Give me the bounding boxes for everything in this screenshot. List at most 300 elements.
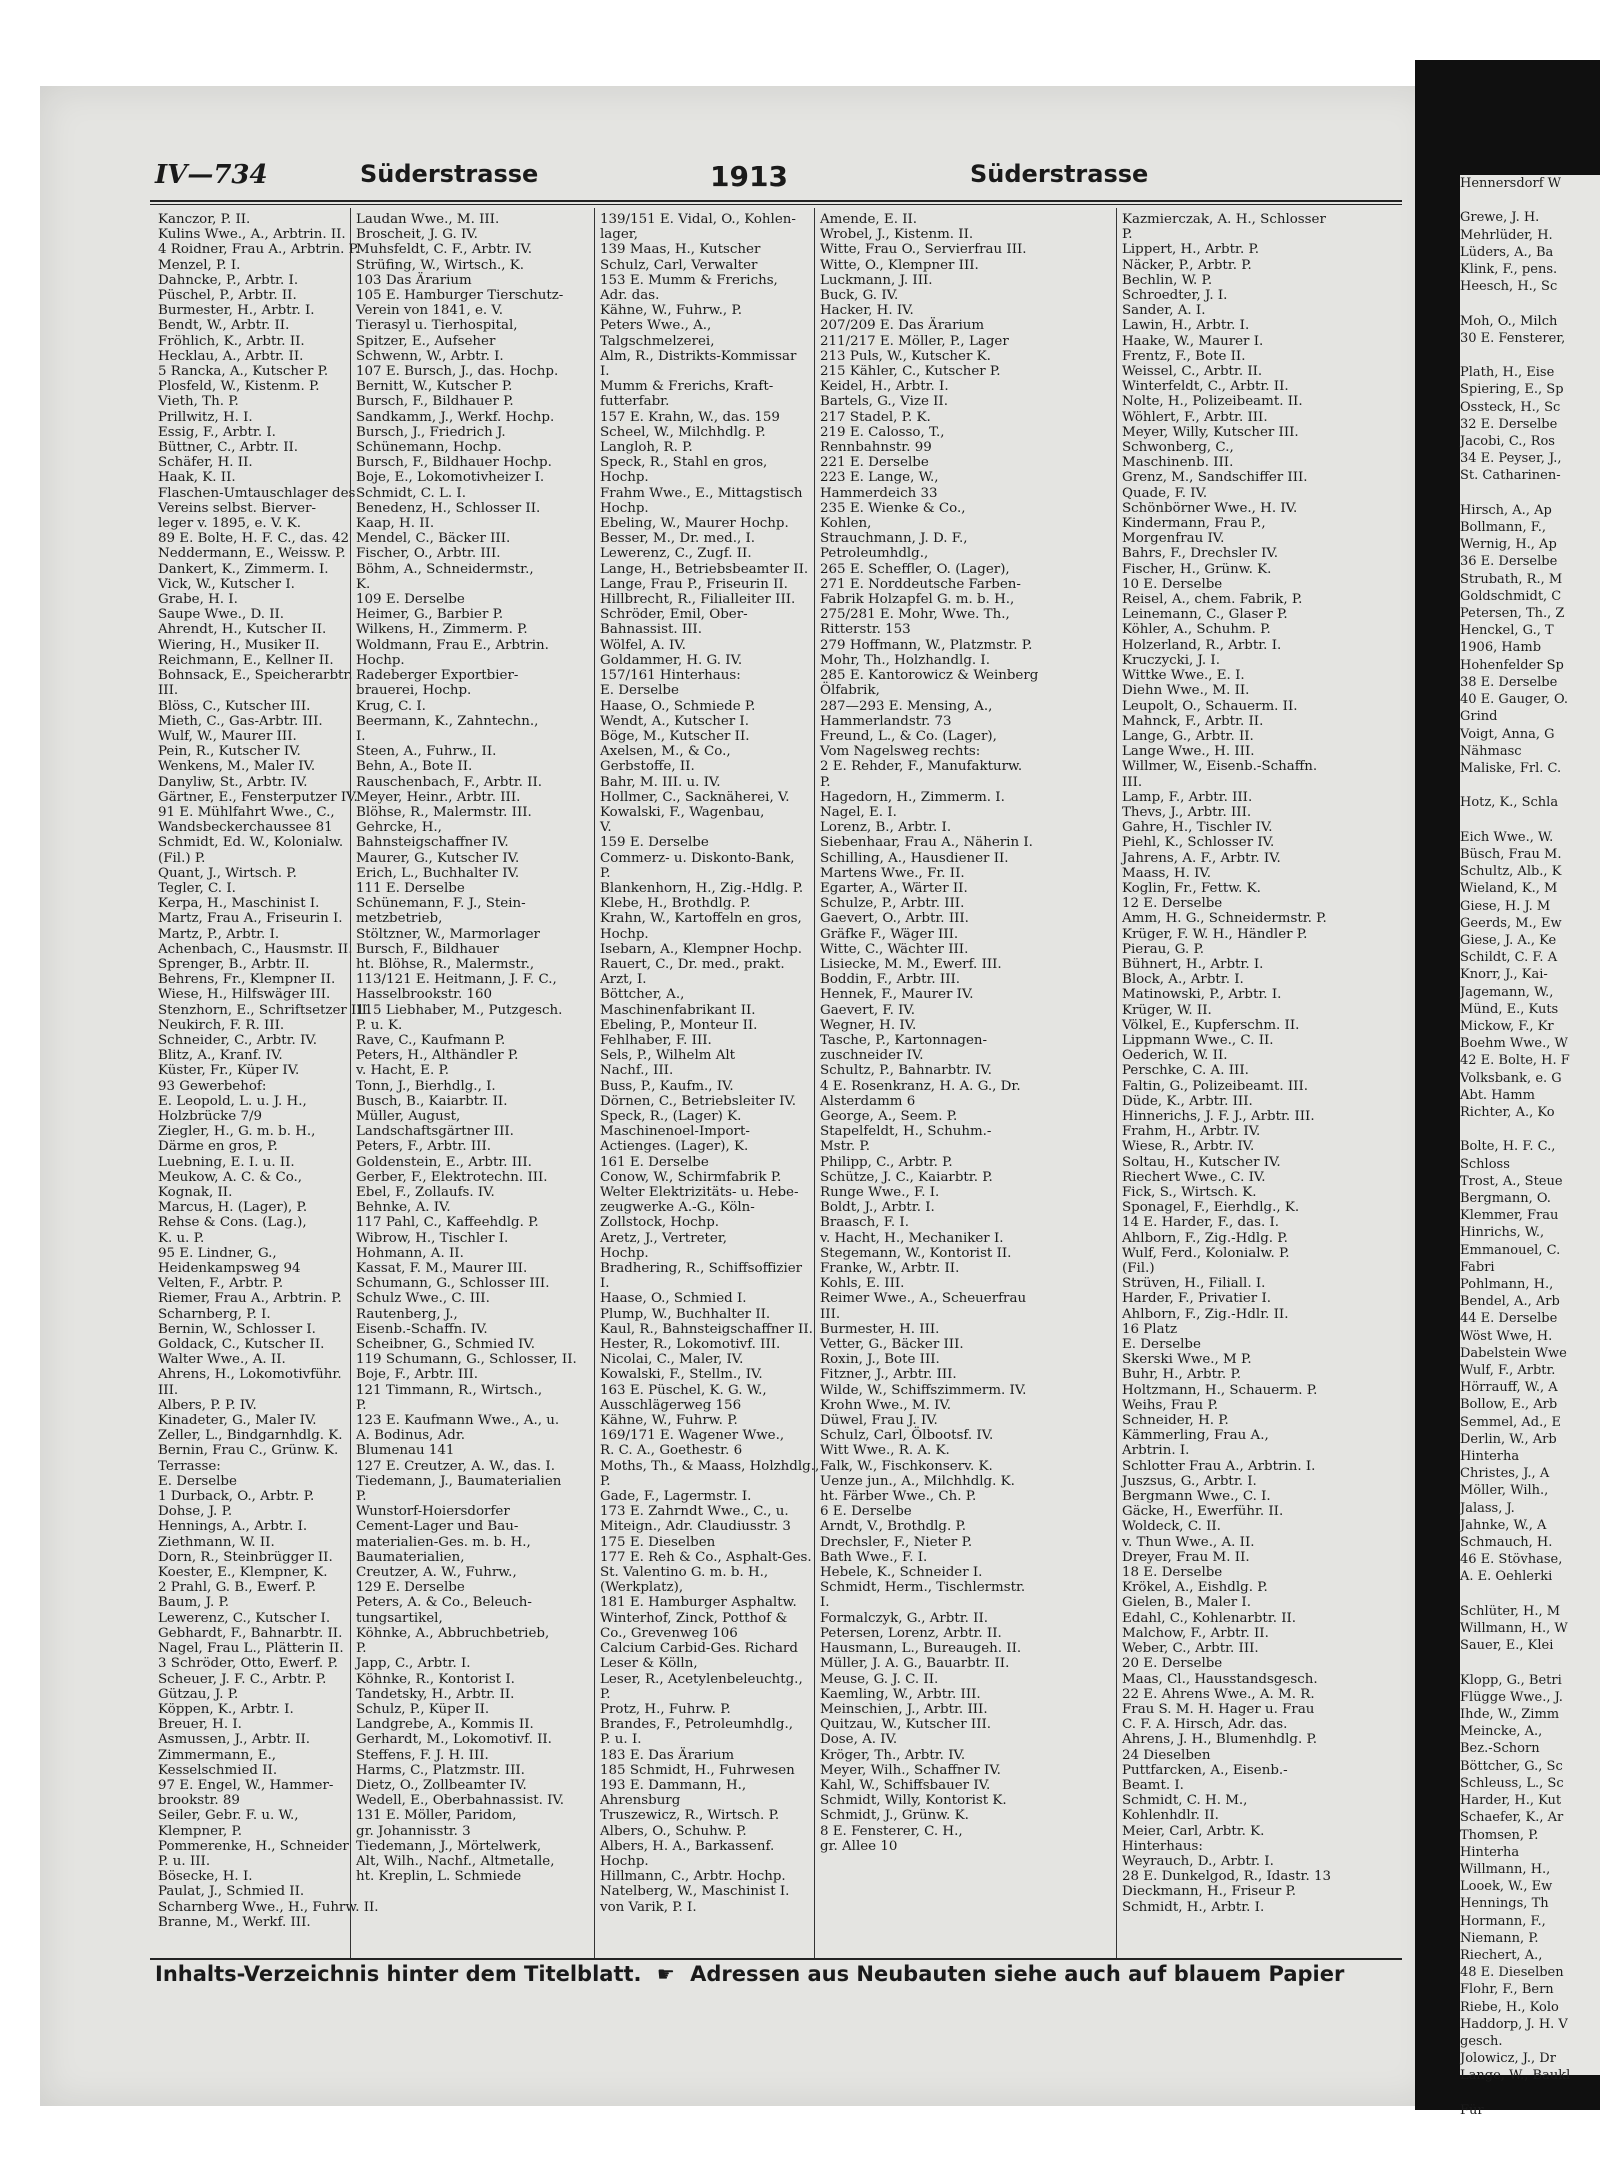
directory-entry: Saupe Wwe., D. II. (158, 607, 285, 623)
directory-entry: E. Derselbe (158, 1473, 237, 1489)
directory-entry: Lisiecke, M. M., Ewerf. III. (820, 956, 1002, 972)
adjacent-page-entry: Lange, W., Baukl (1460, 2068, 1571, 2084)
directory-entry: Vick, W., Kutscher I. (158, 576, 295, 592)
directory-entry: Ritterstr. 153 (820, 622, 911, 638)
directory-entry: Schilling, A., Hausdiener II. (820, 850, 1009, 866)
directory-entry: Sprenger, B., Arbtr. II. (158, 956, 310, 972)
directory-entry: v. Hacht, H., Mechaniker I. (820, 1230, 1004, 1246)
directory-entry: P. (356, 1489, 367, 1505)
directory-entry: Boldt, J., Arbtr. I. (820, 1200, 935, 1216)
adjacent-page-entry: Hörrauff, W., A (1460, 1380, 1558, 1396)
directory-entry: Roxin, J., Bote III. (820, 1352, 940, 1368)
directory-entry: Skerski Wwe., M P. (1122, 1352, 1252, 1368)
directory-entry: Lewerenz, C., Kutscher I. (158, 1610, 331, 1626)
directory-entry: Boddin, F., Arbtr. III. (820, 972, 961, 988)
directory-entry: Winterhof, Zinck, Potthof & (600, 1610, 788, 1626)
directory-entry: v. Thun Wwe., A. II. (1122, 1534, 1255, 1550)
directory-entry: Gerbstoffe, II. (600, 759, 695, 775)
directory-entry: Buss, P., Kaufm., IV. (600, 1078, 734, 1094)
directory-entry: Schäfer, H. II. (158, 455, 253, 471)
directory-entry: Velten, F., Arbtr. P. (158, 1276, 284, 1292)
adjacent-page-entry: Semmel, Ad., E (1460, 1414, 1561, 1430)
adjacent-page-entry (1460, 192, 1600, 209)
directory-entry: Mumm & Frerichs, Kraft- (600, 379, 774, 395)
directory-entry: Schulz, Carl, Ölbootsf. IV. (820, 1428, 994, 1444)
directory-entry: Philipp, C., Arbtr. P. (820, 1154, 953, 1170)
directory-entry: Baumaterialien, (356, 1549, 465, 1565)
directory-entry: Müller, August, (356, 1108, 461, 1124)
directory-entry: Malchow, F., Arbtr. II. (1122, 1625, 1269, 1641)
directory-entry: Schultz, P., Bahnarbtr. IV. (820, 1063, 992, 1079)
adjacent-page-entry: 36 E. Derselbe (1460, 554, 1558, 570)
directory-entry: Blöhse, R., Malermstr. III. (356, 804, 532, 820)
adjacent-page-entry: Maliske, Frl. C. (1460, 760, 1562, 776)
directory-entry: Gahre, H., Tischler IV. (1122, 820, 1273, 836)
adjacent-page-entry: Heesch, H., Sc (1460, 279, 1558, 295)
directory-entry: Schröder, Emil, Ober- (600, 607, 748, 623)
directory-entry: Plosfeld, W., Kistenm. P. (158, 379, 320, 395)
directory-entry: 109 E. Derselbe (356, 592, 465, 608)
directory-entry: leger v. 1895, e. V. K. (158, 516, 301, 532)
adjacent-page-entry: Harder, H., Kut (1460, 1793, 1562, 1809)
adjacent-page-entry: Schildt, C. F. A (1460, 950, 1558, 966)
directory-entry: Küster, Fr., Küper IV. (158, 1063, 300, 1079)
directory-entry: 28 E. Dunkelgod, R., Idastr. 13 (1122, 1869, 1332, 1885)
directory-entry: 207/209 E. Das Ärarium (820, 318, 985, 334)
directory-entry: Albers, H. A., Barkassenf. (600, 1838, 775, 1854)
adjacent-page-entry: Klemmer, Frau (1460, 1208, 1559, 1224)
directory-entry: Plump, W., Buchhalter II. (600, 1306, 771, 1322)
adjacent-page-entry: Büsch, Frau M. (1460, 846, 1562, 862)
directory-entry: Tierasyl u. Tierhospital, (356, 318, 518, 334)
directory-entry: 215 Kähler, C., Kutscher P. (820, 364, 1001, 380)
directory-entry: Quade, F. IV. (1122, 485, 1208, 501)
directory-entry: Asmussen, J., Arbtr. II. (158, 1732, 311, 1748)
directory-entry: Bahnsteigschaffner IV. (356, 835, 509, 851)
directory-entry: 127 E. Creutzer, A. W., das. I. (356, 1458, 555, 1474)
directory-entry: Eisenb.-Schaffn. IV. (356, 1321, 488, 1337)
adjacent-page-entry: Trost, A., Steue (1460, 1173, 1563, 1189)
directory-entry: Stegemann, W., Kontorist II. (820, 1245, 1012, 1261)
adjacent-page-entry: Nähmasc (1460, 743, 1522, 759)
directory-entry: A. Bodinus, Adr. (356, 1428, 466, 1444)
directory-entry: Runge Wwe., F. I. (820, 1185, 940, 1200)
directory-entry: Bendt, W., Arbtr. II. (158, 318, 290, 334)
adjacent-page-entry: Eich Wwe., W. (1460, 829, 1554, 845)
directory-entry: Alt, Wilh., Nachf., Altmetalle, (356, 1853, 555, 1869)
directory-entry: Kowalski, F., Wagenbau, (600, 804, 765, 820)
directory-entry: Kanczor, P. II. (158, 212, 251, 227)
directory-entry: Lange, G., Arbtr. II. (1122, 728, 1254, 744)
directory-entry: Gäcke, H., Ewerführ. II. (1122, 1504, 1284, 1520)
adjacent-page-entry: Abt. Hamm (1460, 1087, 1535, 1103)
adjacent-page-entry: Bez.-Schorn (1460, 1741, 1540, 1757)
directory-entry: Luckmann, J. III. (820, 272, 933, 288)
directory-entry: Dohse, J. P. (158, 1504, 233, 1520)
directory-entry: 3 Schröder, Otto, Ewerf. P. (158, 1656, 338, 1672)
directory-entry: Holzerland, R., Arbtr. I. (1122, 637, 1282, 653)
directory-entry: Keidel, H., Arbtr. I. (820, 379, 949, 395)
directory-entry: Kohlenhdlr. II. (1122, 1808, 1219, 1824)
directory-entry: Köhnke, R., Kontorist I. (356, 1671, 515, 1687)
directory-entry: Maas, Cl., Hausstandsgesch. (1122, 1671, 1318, 1687)
directory-entry: Braasch, F. I. (820, 1215, 909, 1231)
directory-entry: Siebenhaar, Frau A., Näherin I. (820, 835, 1033, 851)
directory-entry: P. (1122, 227, 1133, 243)
directory-entry: Sandkamm, J., Werkf. Hochp. (356, 409, 555, 425)
directory-entry: Rautenberg, J., (356, 1306, 458, 1322)
directory-entry: Isebarn, A., Klempner Hochp. (600, 941, 802, 957)
directory-entry: Bartels, G., Vize II. (820, 394, 948, 410)
directory-entry: Rehse & Cons. (Lag.), (158, 1215, 307, 1231)
directory-entry: Gräfke F., Wäger III. (820, 926, 959, 942)
directory-entry: Schmidt, Ed. W., Kolonialw. (158, 835, 344, 851)
directory-entry: Kulins Wwe., A., Arbtrin. II. (158, 227, 346, 243)
directory-entry: Reichmann, E., Kellner II. (158, 652, 334, 668)
directory-entry: Nicolai, C., Maler, IV. (600, 1352, 744, 1368)
directory-entry: Wölfel, A. IV. (600, 637, 686, 653)
directory-entry: Egarter, A., Wärter II. (820, 880, 968, 896)
directory-entry: Dose, A. IV. (820, 1732, 898, 1748)
directory-entry: Kaap, H. II. (356, 516, 435, 532)
directory-entry: Lange, Frau P., Friseurin II. (600, 576, 788, 592)
adjacent-page-entry: Grewe, J. H. (1460, 210, 1540, 226)
directory-entry: Puttfarcken, A., Eisenb.- (1122, 1762, 1288, 1778)
directory-entry: Maschinenfabrikant II. (600, 1002, 756, 1018)
directory-entry: Faltin, G., Polizeibeamt. III. (1122, 1078, 1308, 1094)
directory-entry: Brandes, F., Petroleumhdlg., (600, 1717, 793, 1733)
directory-entry: Rauert, C., Dr. med., prakt. (600, 956, 785, 972)
directory-entry: Zimmermann, E., (158, 1747, 277, 1763)
directory-entry: Hochp. (356, 652, 405, 668)
adjacent-page-entry: Jalass, J. (1460, 1500, 1515, 1516)
directory-entry: Kowalski, F., Stellm., IV. (600, 1367, 763, 1383)
directory-entry: Schwenn, W., Arbtr. I. (356, 348, 504, 364)
directory-entry: Fischer, O., Arbtr. III. (356, 546, 501, 562)
directory-entry: Schumann, G., Schlosser III. (356, 1276, 550, 1292)
directory-entry: Terrasse: (158, 1458, 221, 1474)
directory-entry: Edahl, C., Kohlenarbtr. II. (1122, 1610, 1297, 1626)
directory-entry: 103 Das Ärarium (356, 272, 472, 288)
directory-entry: ht. Färber Wwe., Ch. P. (820, 1489, 977, 1505)
directory-entry: Blöss, C., Kutscher III. (158, 698, 311, 714)
directory-entry: Tasche, P., Kartonnagen- (820, 1032, 988, 1048)
directory-entry: Schulz Wwe., C. III. (356, 1291, 490, 1307)
adjacent-page-entry: Bollow, E., Arb (1460, 1397, 1558, 1413)
directory-entry: Franke, W., Arbtr. II. (820, 1261, 960, 1277)
adjacent-page-entry: 32 E. Derselbe (1460, 416, 1558, 432)
directory-entry: Frahm, H., Arbtr. IV. (1122, 1124, 1261, 1140)
directory-entry: Petersen, Lorenz, Arbtr. II. (820, 1625, 1002, 1641)
directory-entry: Hochp. (600, 1245, 649, 1261)
adjacent-page-entry: Voigt, Anna, G (1460, 726, 1555, 742)
directory-entry: Woldeck, C. II. (1122, 1519, 1221, 1535)
adjacent-page-entry (1460, 2085, 1600, 2102)
directory-entry: 279 Hoffmann, W., Platzmstr. P. (820, 637, 1033, 653)
directory-entry: Haase, O., Schmiede P. (600, 698, 756, 714)
directory-entry: 14 E. Harder, F., das. I. (1122, 1215, 1280, 1231)
adjacent-page-entry: 46 E. Stövhase, (1460, 1552, 1563, 1568)
directory-entry: Gade, F., Lagermstr. I. (600, 1489, 752, 1505)
directory-entry: Schulz, P., Küper II. (356, 1701, 490, 1717)
directory-entry: Luebning, E. I. u. II. (158, 1154, 295, 1170)
directory-entry: Dorn, R., Steinbrügger II. (158, 1549, 333, 1565)
directory-entry: Harder, F., Privatier I. (1122, 1291, 1272, 1307)
column-divider (1116, 208, 1117, 1960)
directory-entry: Böttcher, A., (600, 987, 685, 1003)
directory-entry: Truszewicz, R., Wirtsch. P. (600, 1808, 780, 1824)
adjacent-page-entry: Klopp, G., Betri (1460, 1672, 1562, 1688)
directory-entry: Frentz, F., Bote II. (1122, 348, 1246, 364)
page-footer (155, 1962, 1405, 1986)
directory-entry: Steen, A., Fuhrw., II. (356, 744, 497, 760)
directory-entry: Welter Elektrizitäts- u. Hebe- (600, 1185, 799, 1200)
directory-entry: Martz, P., Arbtr. I. (158, 926, 280, 942)
directory-entry: Meuse, G. J. C. II. (820, 1671, 939, 1687)
adjacent-page-entry (1460, 812, 1600, 829)
directory-entry: Wunstorf-Hoiersdorfer (356, 1504, 510, 1520)
directory-entry: Schütze, J. C., Kaiarbtr. P. (820, 1169, 993, 1185)
directory-entry: 105 E. Hamburger Tierschutz- (356, 288, 564, 304)
directory-entry: Sander, A. I. (1122, 303, 1206, 319)
directory-entry: Ahlborn, F., Zig.-Hdlr. II. (1122, 1306, 1289, 1322)
directory-entry: Co., Grevenweg 106 (600, 1625, 738, 1641)
directory-entry: Völkel, E., Kupferschm. II. (1122, 1017, 1300, 1033)
directory-entry: E. Leopold, L. u. J. H., (158, 1093, 307, 1109)
directory-entry: Bahrs, F., Drechsler IV. (1122, 546, 1279, 562)
directory-entry: Hillmann, C., Arbtr. Hochp. (600, 1869, 786, 1885)
directory-entry: St. Valentino G. m. b. H., (600, 1565, 769, 1581)
directory-entry: Frahm Wwe., E., Mittagstisch (600, 485, 803, 501)
column-4 (820, 212, 1110, 1962)
directory-entry: 213 Puls, W., Kutscher K. (820, 348, 991, 364)
directory-entry: Freund, L., & Co. (Lager), (820, 728, 997, 744)
directory-entry: Radeberger Exportbier- (356, 668, 519, 684)
directory-entry: Juszsus, G., Arbtr. I. (1122, 1473, 1257, 1489)
directory-entry: Scharnberg Wwe., H., Fuhrw. II. (158, 1899, 379, 1915)
adjacent-page-entry: Bolte, H. F. C., (1460, 1139, 1556, 1155)
directory-entry: Branne, M., Werkf. III. (158, 1914, 311, 1930)
adjacent-page-entry: Hohenfelder Sp (1460, 657, 1564, 673)
directory-entry: Lamp, F., Arbtr. III. (1122, 789, 1253, 805)
adjacent-page-entry: Jolowicz, J., Dr (1460, 2051, 1556, 2067)
directory-entry: 119 Schumann, G., Schlosser, II. (356, 1352, 577, 1368)
directory-entry: Natelberg, W., Maschinist I. (600, 1884, 790, 1900)
directory-entry: 185 Schmidt, H., Fuhrwesen (600, 1762, 795, 1778)
directory-entry: materialien-Ges. m. b. H., (356, 1534, 531, 1550)
directory-entry: Pierau, G. P. (1122, 941, 1205, 957)
directory-entry: P. (600, 1473, 611, 1489)
directory-entry: Beamt. I. (1122, 1777, 1184, 1793)
directory-entry: Tonn, J., Bierhdlg., I. (356, 1078, 496, 1094)
directory-entry: Bradhering, R., Schiffsoffizier (600, 1261, 803, 1277)
directory-entry: Oederich, W. II. (1122, 1048, 1228, 1064)
directory-entry: Schwonberg, C., (1122, 440, 1234, 456)
directory-entry: Hammerdeich 33 (820, 485, 938, 501)
directory-entry: Lorenz, B., Arbtr. I. (820, 820, 952, 836)
directory-entry: Hester, R., Lokomotivf. III. (600, 1337, 781, 1353)
adjacent-page-entry (1460, 777, 1600, 794)
adjacent-page-entry: Petersen, Th., Z (1460, 606, 1565, 622)
directory-entry: Mendel, C., Bäcker III. (356, 531, 511, 547)
adjacent-page (1460, 175, 1600, 2118)
directory-entry: Nagel, E. I. (820, 804, 897, 820)
directory-entry: brauerei, Hochp. (356, 683, 472, 699)
directory-entry: Behrens, Fr., Klempner II. (158, 972, 336, 988)
street-name-left: Süderstrasse (360, 160, 539, 188)
directory-entry: Kesselschmied II. (158, 1762, 278, 1778)
directory-entry: 107 E. Bursch, J., das. Hochp. (356, 364, 559, 380)
directory-entry: I. (600, 1276, 610, 1292)
directory-entry: I. (356, 728, 366, 744)
directory-entry: Schünemann, Hochp. (356, 440, 502, 456)
adjacent-page-entry: Riebe, H., Kolo (1460, 1999, 1559, 2015)
directory-entry: Maschinenb. III. (1122, 455, 1234, 471)
directory-entry: Peters, H., Althändler P. (356, 1048, 519, 1064)
directory-entry: Mstr. P. (820, 1139, 870, 1155)
directory-entry: 285 E. Kantorowicz & Weinberg (820, 668, 1039, 684)
directory-entry: Schneider, C., Arbtr. IV. (158, 1032, 317, 1048)
directory-entry: Bohnsack, E., Speicherarbtr. (158, 668, 353, 684)
adjacent-page-entry: Hirsch, A., Ap (1460, 502, 1552, 518)
adjacent-page-entry: Strubath, R., M (1460, 571, 1563, 587)
adjacent-page-entry: Pohlmann, H., (1460, 1277, 1554, 1292)
directory-entry: Gielen, B., Maler I. (1122, 1595, 1251, 1611)
directory-entry: Klempner, P. (158, 1823, 243, 1839)
directory-entry: Ziethmann, W. II. (158, 1534, 275, 1550)
directory-entry: 221 E. Derselbe (820, 455, 929, 471)
directory-entry: Meyer, Wilh., Schaffner IV. (820, 1762, 1001, 1778)
directory-entry: Scheibner, G., Schmied IV. (356, 1337, 535, 1353)
directory-entry: Erich, L., Buchhalter IV. (356, 865, 520, 881)
directory-entry: 111 E. Derselbe (356, 880, 465, 896)
directory-entry: 123 E. Kaufmann Wwe., A., u. (356, 1413, 560, 1429)
page-header (150, 160, 1400, 196)
directory-entry: Krüger, W. II. (1122, 1002, 1212, 1018)
year: 1913 (710, 160, 788, 193)
directory-entry: Schönbörner Wwe., H. IV. (1122, 500, 1298, 516)
directory-entry: Köhnke, A., Abbruchbetrieb, (356, 1625, 550, 1641)
directory-entry: Essig, F., Arbtr. I. (158, 424, 276, 440)
adjacent-page-entry: Giese, H. J. M (1460, 898, 1551, 914)
directory-entry: Rennbahnstr. 99 (820, 440, 932, 456)
directory-entry: Actienges. (Lager), K. (600, 1139, 749, 1155)
footer-left-text: Inhalts-Verzeichnis hinter dem Titelblatt. (155, 1962, 642, 1986)
directory-entry: Spitzer, E., Aufseher (356, 333, 496, 349)
directory-entry: Gebhardt, F., Bahnarbtr. II. (158, 1625, 343, 1641)
directory-entry: Krüger, F. W. H., Händler P. (1122, 926, 1308, 942)
directory-entry: Tiedemann, J., Mörtelwerk, (356, 1838, 542, 1854)
adjacent-page-entry: Jahnke, W., A (1460, 1517, 1547, 1533)
directory-entry: Beermann, K., Zahntechn., (356, 713, 539, 729)
directory-entry: 173 E. Zahrndt Wwe., C., u. (600, 1504, 789, 1520)
adjacent-page-entry: Haddorp, J. H. V (1460, 2016, 1568, 2032)
adjacent-page-entry: Klink, F., pens. (1460, 262, 1558, 278)
directory-entry: P. u. K. (356, 1017, 403, 1033)
adjacent-page-entry: Hennersdorf W (1460, 176, 1562, 191)
directory-entry: III. (158, 1382, 179, 1398)
directory-entry: Ahrensburg (600, 1793, 681, 1809)
directory-entry: K. u. P. (158, 1230, 205, 1246)
directory-entry: 271 E. Norddeutsche Farben- (820, 576, 1021, 592)
adjacent-page-entry: Lüders, A., Ba (1460, 244, 1554, 260)
directory-entry: Hecklau, A., Arbtr. II. (158, 348, 304, 364)
directory-entry: Benedenz, H., Schlosser II. (356, 500, 541, 516)
adjacent-page-entry: Thomsen, P. (1460, 1827, 1539, 1843)
directory-entry: 12 E. Derselbe (1122, 896, 1223, 912)
directory-entry: Böge, M., Kutscher II. (600, 728, 750, 744)
directory-entry: Boje, E., Lokomotivheizer I. (356, 470, 545, 486)
directory-entry: Kaul, R., Bahnsteigschaffner II. (600, 1321, 813, 1337)
directory-entry: P. (356, 1641, 367, 1657)
adjacent-page-entry: Wulf, F., Arbtr. (1460, 1363, 1556, 1379)
directory-entry: 121 Timmann, R., Wirtsch., (356, 1382, 543, 1398)
directory-entry: Axelsen, M., & Co., (600, 744, 731, 760)
directory-entry: Schroedter, J. I. (1122, 288, 1228, 304)
directory-entry: Calcium Carbid-Ges. Richard (600, 1641, 798, 1657)
adjacent-page-entry: Geerds, M., Ew (1460, 915, 1562, 931)
directory-entry: Arzt, I. (600, 972, 647, 988)
directory-entry: Frau S. M. H. Hager u. Frau (1122, 1701, 1315, 1717)
directory-entry: Burmester, H., Arbtr. I. (158, 303, 315, 319)
directory-entry: Tiedemann, J., Baumaterialien (356, 1473, 562, 1489)
directory-entry: Hacker, H. IV. (820, 303, 914, 319)
directory-entry: Krahn, W., Kartoffeln en gros, (600, 911, 802, 927)
adjacent-page-entry: Goldschmidt, C (1460, 588, 1562, 604)
directory-entry: Moths, Th., & Maass, Holzhdlg., (600, 1458, 820, 1474)
directory-entry: 5 Rancka, A., Kutscher P. (158, 364, 329, 380)
directory-entry: Leser, R., Acetylenbeleuchtg., (600, 1671, 803, 1687)
directory-entry: 22 E. Ahrens Wwe., A. M. R. (1122, 1686, 1315, 1702)
directory-entry: Witte, C., Wächter III. (820, 941, 969, 957)
adjacent-page-entry: Henckel, G., T (1460, 623, 1554, 639)
directory-entry: Meier, Carl, Arbtr. K. (1122, 1823, 1265, 1839)
adjacent-page-entry: Christes, J., A (1460, 1466, 1550, 1482)
adjacent-page-entry: Schmauch, H. (1460, 1535, 1553, 1551)
directory-entry: Klebe, H., Brothdlg. P. (600, 896, 751, 912)
directory-entry: Meukow, A. C. & Co., (158, 1169, 303, 1185)
directory-entry: Adr. das. (600, 288, 660, 304)
directory-entry: 2 E. Rehder, F., Manufakturw. (820, 759, 1023, 775)
adjacent-page-entry (1460, 485, 1600, 502)
directory-entry: Maass, H. IV. (1122, 865, 1211, 881)
directory-entry: Rauschenbach, F., Arbtr. II. (356, 774, 543, 790)
directory-entry: Seiler, Gebr. F. u. W., (158, 1808, 299, 1824)
adjacent-page-entry: Ihde, W., Zimm (1460, 1707, 1560, 1723)
directory-entry: Scheel, W., Milchhdlg. P. (600, 424, 766, 440)
directory-entry: Pein, R., Kutscher IV. (158, 744, 301, 760)
directory-entry: Perschke, C. A. III. (1122, 1063, 1249, 1079)
directory-entry: Mieth, C., Gas-Arbtr. III. (158, 713, 323, 729)
adjacent-page-entry: St. Catharinen- (1460, 468, 1561, 484)
adjacent-page-entry: Dabelstein Wwe (1460, 1345, 1567, 1361)
directory-entry: 159 E. Derselbe (600, 835, 709, 851)
directory-entry: Morgenfrau IV. (1122, 531, 1225, 547)
directory-entry: lager, (600, 227, 638, 243)
adjacent-page-entry: Wernig, H., Ap (1460, 537, 1557, 553)
directory-entry: Kähne, W., Fuhrw., P. (600, 303, 742, 319)
directory-entry: Kröger, Th., Arbtr. IV. (820, 1747, 966, 1763)
directory-entry: 287—293 E. Mensing, A., (820, 698, 993, 714)
directory-entry: Reisel, A., chem. Fabrik, P. (1122, 592, 1303, 608)
directory-entry: Paulat, J., Schmied II. (158, 1884, 305, 1900)
adjacent-page-entry: Bollmann, F., (1460, 520, 1547, 536)
directory-entry: Blitz, A., Kranf. IV. (158, 1048, 283, 1064)
adjacent-page-entry: Richter, A., Ko (1460, 1104, 1555, 1120)
directory-entry: Gärtner, E., Fensterputzer IV. (158, 789, 358, 805)
page-number: IV—734 (155, 160, 268, 190)
directory-entry: Gaevert, O., Arbtr. III. (820, 911, 969, 927)
